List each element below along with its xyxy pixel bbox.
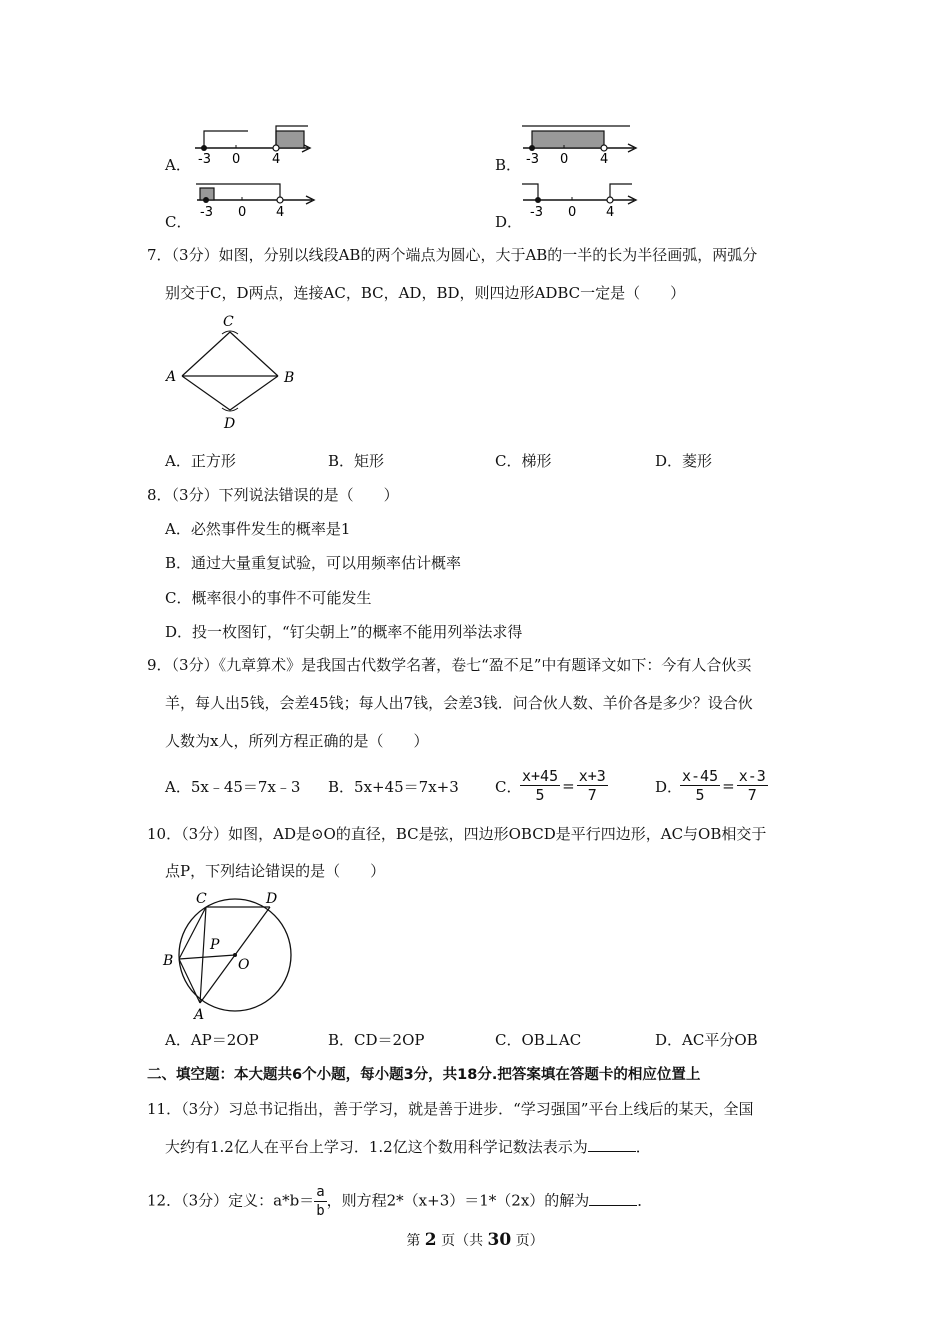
q6-option-c-label: C．	[165, 213, 192, 231]
tick-four: 4	[606, 205, 615, 220]
q12-answer-blank	[589, 1191, 637, 1206]
label-c: C	[223, 314, 234, 330]
footer-mid: 页（共	[441, 1233, 484, 1249]
q8-option-d: D．投一枚图钉，“钉尖朝上”的概率不能用列举法求得	[165, 623, 523, 641]
q9-option-b: B．5x+45＝7x+3	[328, 778, 459, 796]
label-c: C	[196, 891, 207, 907]
tick-zero: 0	[238, 205, 247, 220]
q8-option-b: B．通过大量重复试验，可以用频率估计概率	[165, 554, 462, 572]
q9-stem-line1: 9．（3分）《九章算术》是我国古代数学名著，卷七“盈不足”中有题译文如下：今有人合伙买	[147, 656, 752, 674]
q9c-equals: =	[562, 776, 575, 795]
q7-option-b: B．矩形	[328, 452, 385, 470]
footer-post: 页）	[515, 1233, 544, 1249]
q9-option-d-equation	[680, 767, 768, 804]
q9-stem-line3: 人数为x人，所列方程正确的是（ ）	[165, 732, 429, 750]
label-d: D	[224, 416, 236, 432]
label-b: B	[163, 953, 174, 969]
q9-option-a: A．5x﹣45＝7x﹣3	[165, 778, 301, 796]
tick-neg3: -3	[200, 205, 213, 220]
q6-option-c-numberline	[192, 180, 322, 224]
section-heading: 二、填空题：本大题共6个小题，每小题3分，共18分.把答案填在答题卡的相应位置上	[147, 1067, 701, 1083]
q9-option-c-equation	[520, 767, 608, 804]
q7-option-c: C．梯形	[495, 452, 552, 470]
q9d-den2: 7	[747, 786, 757, 804]
q6-option-b-label: B．	[495, 156, 522, 174]
q10-option-d: D．AC平分OB	[655, 1031, 758, 1049]
tick-four: 4	[272, 152, 281, 166]
q11-stem-line2	[165, 1137, 651, 1157]
q8-option-c: C．概率很小的事件不可能发生	[165, 589, 372, 607]
tick-zero: 0	[560, 152, 569, 166]
q7-stem-line2: 别交于C，D两点，连接AC，BC，AD，BD，则四边形ADBC一定是（ ）	[165, 284, 686, 302]
tick-neg3: -3	[526, 152, 539, 166]
q12-stem	[147, 1183, 652, 1220]
q6-option-b-numberline	[518, 122, 648, 166]
label-b: B	[284, 370, 295, 386]
label-a: A	[194, 1007, 205, 1022]
q6-option-d-label: D．	[495, 213, 523, 231]
q9-option-c-label: C．	[495, 778, 522, 796]
q8-stem: 8．（3分）下列说法错误的是（ ）	[147, 486, 399, 504]
tick-four: 4	[600, 152, 609, 166]
q10-stem-line2: 点P，下列结论错误的是（ ）	[165, 862, 386, 880]
q12-post: ，则方程2*（x+3）＝1*（2x）的解为	[326, 1191, 590, 1210]
q9-option-d-label: D．	[655, 778, 683, 796]
label-p: P	[210, 937, 220, 953]
q10-stem-line1: 10．（3分）如图，AD是⊙O的直径，BC是弦，四边形OBCD是平行四边形，AC与OB相交于	[147, 825, 767, 843]
q10-option-a: A．AP＝2OP	[165, 1031, 259, 1049]
tick-neg3: -3	[530, 205, 543, 220]
q7-option-d: D．菱形	[655, 452, 713, 470]
q12-pre: 12．（3分）定义：a*b＝	[147, 1191, 315, 1210]
q7-option-a: A．正方形	[165, 452, 236, 470]
q9d-num1: x-45	[682, 767, 719, 785]
q6-option-d-numberline	[518, 180, 648, 224]
q11-stem-line1: 11．（3分）习总书记指出，善于学习，就是善于进步．“学习强国”平台上线后的某天，全国	[147, 1100, 754, 1118]
q11-line2-text: 大约有1.2亿人在平台上学习．1.2亿这个数用科学记数法表示为	[165, 1138, 588, 1156]
tick-zero: 0	[568, 205, 577, 220]
q10-option-b: B．CD＝2OP	[328, 1031, 425, 1049]
q9c-num1: x+45	[522, 767, 559, 785]
q9c-den1: 5	[535, 786, 545, 804]
q8-option-a: A．必然事件发生的概率是1	[165, 520, 351, 538]
q9d-den1: 5	[695, 786, 705, 804]
q9c-den2: 7	[587, 786, 597, 804]
q12-frac-num: a	[316, 1184, 325, 1200]
label-o: O	[238, 957, 250, 973]
label-d: D	[266, 891, 278, 907]
q11-end: ．	[635, 1138, 651, 1156]
q12-end: ．	[637, 1191, 653, 1210]
tick-four: 4	[276, 205, 285, 220]
footer-pre: 第	[406, 1233, 421, 1249]
tick-neg3: -3	[198, 152, 211, 166]
q10-option-c: C．OB⊥AC	[495, 1031, 582, 1049]
q6-option-a-label: A．	[165, 156, 191, 174]
q7-rhombus-figure	[160, 310, 310, 435]
tick-zero: 0	[232, 152, 241, 166]
q11-answer-blank	[588, 1137, 636, 1152]
q12-frac-den: b	[316, 1203, 325, 1219]
q6-option-a-numberline	[190, 122, 320, 166]
q7-stem-line1: 7．（3分）如图，分别以线段AB的两个端点为圆心，大于AB的一半的长为半径画弧，两弧分	[147, 246, 758, 264]
footer-total-pages: 30	[487, 1230, 512, 1250]
q9-stem-line2: 羊，每人出5钱，会差45钱；每人出7钱，会差3钱．问合伙人数、羊价各是多少？设合伙	[165, 694, 753, 712]
footer-page-number: 2	[424, 1230, 437, 1250]
q10-circle-figure	[158, 887, 303, 1022]
label-a: A	[166, 369, 177, 385]
q9d-equals: =	[722, 776, 735, 795]
page-footer	[0, 1230, 950, 1250]
q9c-num2: x+3	[578, 767, 606, 785]
q9d-num2: x-3	[738, 767, 766, 785]
